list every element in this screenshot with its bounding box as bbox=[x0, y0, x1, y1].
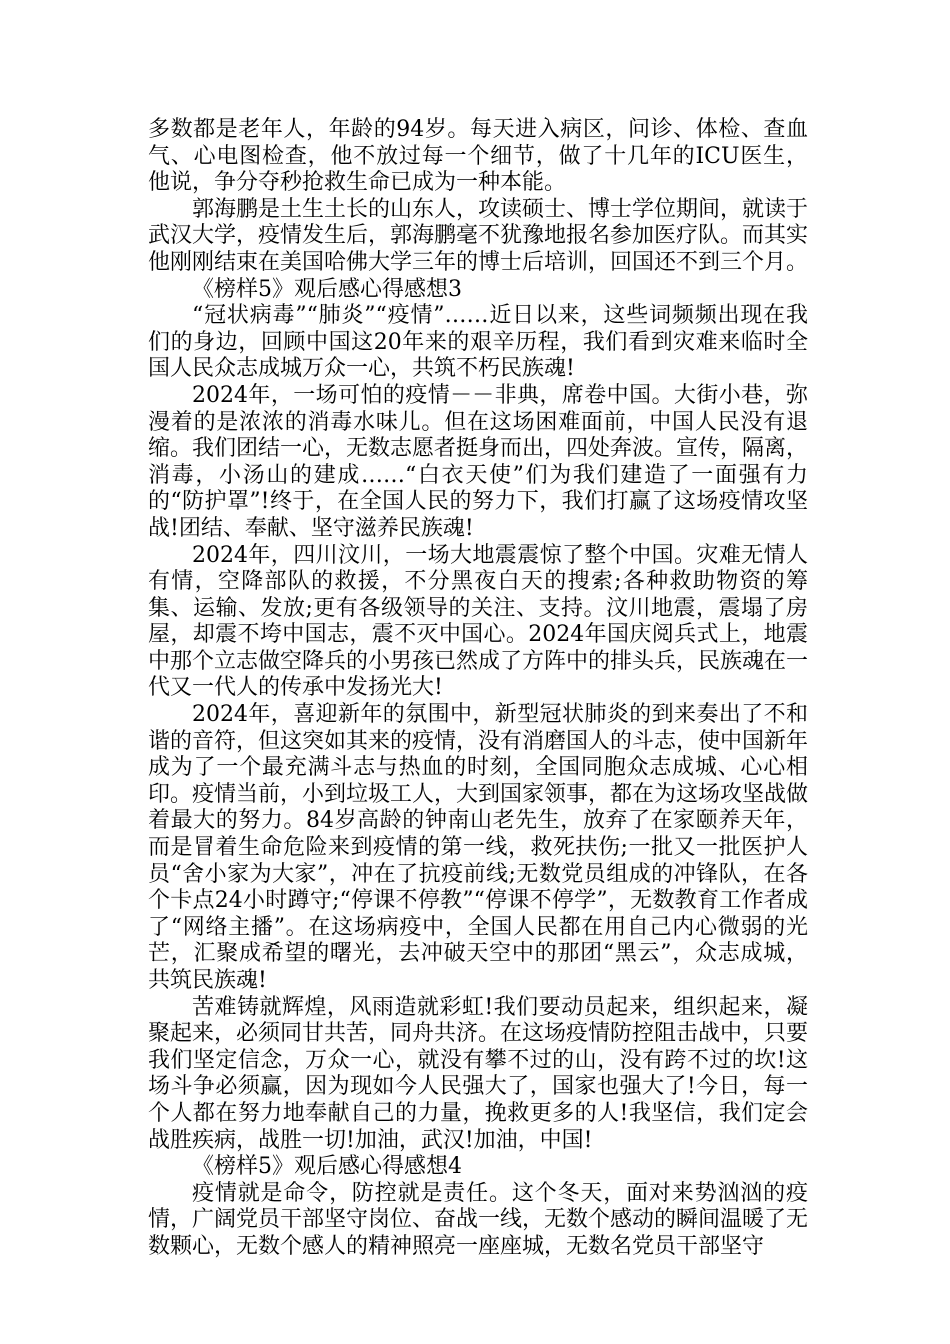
body-paragraph: 苦难铸就辉煌，风雨造就彩虹!我们要动员起来，组织起来，凝聚起来，必须同甘共苦，同舟共济。在这场疫情防控阻击战中，只要我们坚定信念，万众一心，就没有攀不过的山，没有跨不过的坎!这场斗争必须赢，因为现如今人民强大了，国家也强大了!今日，每一个人都在努力地奉献自己的力量，挽救更多的人!我坚信，我们定会战胜疾病，战胜一切!加油，武汉!加油，中国! bbox=[148, 994, 809, 1153]
section-heading: 《榜样5》观后感心得感想3 bbox=[192, 276, 462, 302]
body-paragraph: 2024年，喜迎新年的氛围中，新型冠状肺炎的到来奏出了不和谐的音符，但这突如其来的疫情，没有消磨国人的斗志，使中国新年成为了一个最充满斗志与热血的时刻，全国同胞众志成城、心心相印。疫情当前，小到垃圾工人，大到国家领事，都在为这场攻坚战做着最大的努力。84岁高龄的钟南山老先生，放弃了在家颐养天年，而是冒着生命危险来到疫情的第一线，救死扶伤;一批又一批医护人员“舍小家为大家”，冲在了抗疫前线;无数党员组成的冲锋队，在各个卡点24小时蹲守;“停课不停教”“停课不停学”，无数教育工作者成了“网络主播”。在这场病疫中，全国人民都在用自己内心微弱的光芒，汇聚成希望的曙光，去冲破天空中的那团“黑云”，众志成城，共筑民族魂! bbox=[148, 702, 809, 993]
body-paragraph: 多数都是老年人，年龄的94岁。每天进入病区，问诊、体检、查血气、心电图检查，他不放过每一个细节，做了十几年的ICU医生，他说，争分夺秒抢救生命已成为一种本能。 bbox=[148, 117, 808, 196]
document-page bbox=[148, 117, 808, 1261]
body-paragraph: “冠状病毒”“肺炎”“疫情”……近日以来，这些词频频出现在我们的身边，回顾中国这20年来的艰辛历程，我们看到灾难来临时全国人民众志成城万众一心，共筑不朽民族魂! bbox=[148, 303, 808, 382]
body-paragraph: 2024年，四川汶川，一场大地震震惊了整个中国。灾难无情人有情，空降部队的救援，不分黑夜白天的搜索;各种救助物资的筹集、运输、发放;更有各级领导的关注、支持。汶川地震，震塌了房屋，却震不垮中国志，震不灭中国心。2024年国庆阅兵式上，地震中那个立志做空降兵的小男孩已然成了方阵中的排头兵，民族魂在一代又一代人的传承中发扬光大! bbox=[148, 542, 809, 701]
body-paragraph: 郭海鹏是土生土长的山东人，攻读硕士、博士学位期间，就读于武汉大学，疫情发生后，郭海鹏毫不犹豫地报名参加医疗队。而其实他刚刚结束在美国哈佛大学三年的博士后培训，回国还不到三个月。 bbox=[148, 196, 809, 275]
section-heading: 《榜样5》观后感心得感想4 bbox=[192, 1154, 462, 1180]
body-paragraph: 2024年，一场可怕的疫情－－非典，席卷中国。大街小巷，弥漫着的是浓浓的消毒水味儿。但在这场困难面前，中国人民没有退缩。我们团结一心，无数志愿者挺身而出，四处奔波。宣传，隔离，消毒，小汤山的建成……“白衣天使”们为我们建造了一面强有力的“防护罩”!终于，在全国人民的努力下，我们打赢了这场疫情攻坚战!团结、奉献、坚守滋养民族魂! bbox=[148, 382, 809, 541]
body-paragraph: 疫情就是命令，防控就是责任。这个冬天，面对来势汹汹的疫情，广阔党员干部坚守岗位、奋战一线，无数个感动的瞬间温暖了无数颗心，无数个感人的精神照亮一座座城，无数名党员干部坚守 bbox=[148, 1180, 809, 1259]
